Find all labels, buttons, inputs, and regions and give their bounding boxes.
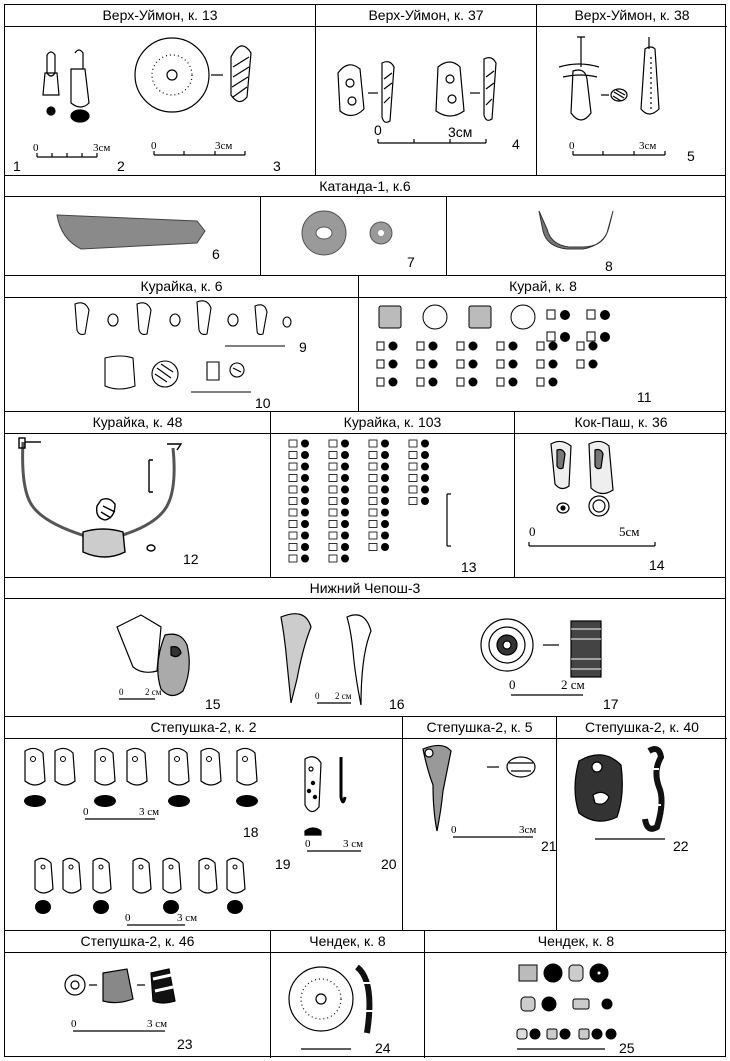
bead-drawing <box>389 360 398 369</box>
artifact-drawings <box>261 197 447 276</box>
bead-drawing <box>381 440 389 448</box>
bead-grid <box>289 440 429 563</box>
panel-title: Нижний Чепош-3 <box>309 580 421 596</box>
pendant-drawing <box>71 50 89 107</box>
bead-drawing <box>421 440 429 448</box>
bead-drawing <box>95 748 115 785</box>
bead-drawing <box>409 486 417 493</box>
panel-kuray-8 <box>359 276 727 411</box>
bead-drawing <box>341 474 349 482</box>
bead-drawing <box>301 474 309 482</box>
bead-drawing <box>389 342 398 351</box>
artifact-drawings <box>5 953 271 1058</box>
row-4 <box>5 412 725 578</box>
bead-drawing <box>329 521 337 528</box>
bead-drawing <box>69 865 73 869</box>
figure-number: 14 <box>649 557 665 573</box>
disc-drawing <box>135 38 209 112</box>
scale-zero: 0 <box>569 140 575 152</box>
disc-section <box>231 46 251 102</box>
bead-drawing <box>589 360 598 369</box>
bead-drawing <box>289 498 297 505</box>
wire-drawing <box>559 37 599 77</box>
bead-drawing <box>369 486 377 493</box>
bead-drawing <box>509 378 518 387</box>
bead-drawing <box>237 748 257 785</box>
artifact-drawings <box>425 953 727 1058</box>
bead-drawing <box>301 463 309 471</box>
panel-katanda-knife <box>5 197 261 275</box>
bead-drawing <box>537 378 544 386</box>
bead-drawing <box>301 486 309 494</box>
bead-drawing <box>369 452 377 459</box>
bead-drawing <box>577 342 584 350</box>
bead-drawing <box>207 757 212 762</box>
bead-drawing <box>289 555 297 562</box>
figure-number: 6 <box>212 246 220 262</box>
artifact-drawings <box>5 434 271 578</box>
bead-drawing <box>41 865 45 869</box>
bead-drawing <box>560 332 570 342</box>
row-6 <box>5 717 725 931</box>
bead-drawing <box>301 440 309 448</box>
figure-number: 19 <box>275 856 291 872</box>
panel-katanda-vessel <box>447 197 727 275</box>
bead-drawing <box>94 795 116 807</box>
bead-drawing <box>31 757 36 762</box>
bead-drawing <box>341 555 349 563</box>
bead-drawing <box>577 360 584 368</box>
panel-title: Степушка-2, к. 40 <box>557 717 727 739</box>
bead-drawing <box>127 748 147 785</box>
bead-drawing <box>175 757 180 762</box>
scale-zero: 0 <box>125 912 131 924</box>
panel-title: Чендек, к. 8 <box>271 931 424 953</box>
bead-drawing <box>549 342 558 351</box>
bead-drawing <box>600 310 610 320</box>
panel-title: Курайка, к. 103 <box>271 412 514 434</box>
bead-drawing <box>55 748 75 785</box>
bead-drawing <box>329 486 337 493</box>
bead-drawing <box>377 378 384 386</box>
scale-label: 3см <box>519 824 537 836</box>
bead-drawing <box>369 440 377 447</box>
bead-drawing <box>133 858 151 893</box>
bead-drawing <box>409 475 417 482</box>
pendant-row <box>24 748 258 807</box>
scale-zero: 0 <box>374 122 382 138</box>
scale-zero: 0 <box>33 142 39 154</box>
bead-drawing <box>329 532 337 539</box>
bead-drawing <box>341 509 349 517</box>
bead-drawing <box>199 858 217 893</box>
panel-title: Степушка-2, к. 2 <box>5 717 402 739</box>
bead-drawing <box>429 360 438 369</box>
bead-drawing <box>329 509 337 516</box>
bead-drawing <box>329 440 337 447</box>
bead-drawing <box>329 452 337 459</box>
figure-number: 2 <box>117 158 125 174</box>
bead-drawing <box>377 342 384 350</box>
bead-drawing <box>301 555 309 563</box>
bead-drawing <box>381 474 389 482</box>
figure-number: 13 <box>461 559 477 575</box>
panel-chendek-8b <box>425 931 727 1058</box>
bead-drawing <box>289 509 297 516</box>
bead-drawing <box>381 532 389 540</box>
bead-drawing <box>509 342 518 351</box>
bead-drawing <box>389 378 398 387</box>
panel-title: Кок-Паш, к. 36 <box>515 412 727 434</box>
bead-drawing <box>301 451 309 459</box>
bead-drawing <box>457 378 464 386</box>
bead-drawing <box>227 900 243 914</box>
bead-drawing <box>560 310 570 320</box>
figure-number: 17 <box>603 696 619 712</box>
artifact-drawings <box>271 953 425 1058</box>
pendant-section <box>382 62 394 123</box>
scale-label: 3см <box>93 142 111 154</box>
bead-drawing <box>417 378 424 386</box>
bead-drawing <box>139 865 143 869</box>
bead-drawing <box>61 757 66 762</box>
bead-drawing <box>497 378 504 386</box>
scale-label: 2 см <box>335 691 352 701</box>
panel-title: Чендек, к. 8 <box>425 931 727 953</box>
bead-drawing <box>549 360 558 369</box>
bead-drawing <box>289 532 297 539</box>
bead-drawing <box>35 858 53 893</box>
bead-drawing <box>329 544 337 551</box>
bead-drawing <box>289 475 297 482</box>
bead-drawing <box>377 360 384 368</box>
bead-drawing <box>409 463 417 470</box>
scale-zero: 0 <box>509 677 516 692</box>
pendant-drawing <box>43 52 59 95</box>
bead-drawing <box>341 543 349 551</box>
bead-drawing <box>469 378 478 387</box>
bead-drawing <box>549 378 558 387</box>
row-5-title <box>5 578 725 599</box>
bead-drawing <box>429 378 438 387</box>
bead-drawing <box>600 332 610 342</box>
bead-drawing <box>341 486 349 494</box>
figure-number: 11 <box>637 389 652 405</box>
panel-title: Верх-Уймон, к. 37 <box>316 5 536 27</box>
artifact-drawings <box>271 434 515 578</box>
panel-stepushka-46 <box>5 931 271 1058</box>
panel-title: Верх-Уймон, к. 38 <box>537 5 727 27</box>
panel-title: Степушка-2, к. 5 <box>403 717 556 739</box>
artifact-drawings <box>403 739 557 931</box>
figure-number: 4 <box>512 136 520 152</box>
bead-drawing <box>587 332 595 341</box>
pendant-section <box>484 58 496 121</box>
panel-stepushka-40 <box>557 717 727 930</box>
bead-drawing <box>469 342 478 351</box>
figure-number: 7 <box>407 254 415 270</box>
blade-drawing <box>57 215 205 249</box>
figure-number: 1 <box>13 158 21 174</box>
bead-drawing <box>341 440 349 448</box>
bead-drawing <box>236 795 258 807</box>
panel-title: Степушка-2, к. 46 <box>5 931 270 953</box>
panel-title: Катанда-1, к.6 <box>319 178 411 194</box>
artifact-drawings <box>5 599 727 717</box>
panel-katanda-beads <box>261 197 447 275</box>
bead-drawing <box>301 532 309 540</box>
bead-drawing <box>243 757 248 762</box>
vessel-drawing <box>539 211 613 249</box>
row-7 <box>5 931 725 1058</box>
bead-drawing <box>341 451 349 459</box>
bead-drawing <box>469 360 478 369</box>
panel-kurayka-6 <box>5 276 359 411</box>
scale-label: 3 см <box>147 1018 168 1030</box>
bead-drawing <box>497 342 504 350</box>
bead-drawing <box>35 900 51 914</box>
bead-drawing <box>25 748 45 785</box>
bead-drawing <box>547 310 555 319</box>
panel-verkh-uymon-37 <box>316 5 537 175</box>
bead-drawing <box>381 497 389 505</box>
bead-drawing <box>63 858 81 893</box>
panel-title: Курай, к. 8 <box>359 276 727 298</box>
bead-drawing <box>93 900 109 914</box>
panel-verkh-uymon-38 <box>537 5 727 175</box>
bead-drawing <box>369 509 377 516</box>
bead-drawing <box>133 757 138 762</box>
bead-drawing <box>289 452 297 459</box>
scale-label: 3см <box>448 124 473 140</box>
bead-drawing <box>289 463 297 470</box>
scale-label: 3 см <box>139 806 160 818</box>
bead-drawing <box>369 532 377 539</box>
bead-drawing <box>169 748 189 785</box>
row-1 <box>5 5 725 176</box>
scale-label: 3см <box>215 140 233 152</box>
figure-number: 9 <box>299 339 307 355</box>
figure-number: 23 <box>177 1036 193 1052</box>
scale-zero: 0 <box>119 687 124 697</box>
bead-drawing <box>341 532 349 540</box>
pendant-drawing <box>436 62 464 116</box>
bead-drawing <box>24 795 46 807</box>
bead-drawing <box>421 474 429 482</box>
bead-drawing <box>369 521 377 528</box>
bead-drawing <box>329 498 337 505</box>
pendant-row <box>35 858 245 914</box>
bead-drawing <box>417 342 424 350</box>
bead-drawing <box>457 360 464 368</box>
bead-drawing <box>329 555 337 562</box>
artifact-drawings <box>557 739 727 931</box>
figure-number: 22 <box>673 838 689 854</box>
row-3 <box>5 276 725 412</box>
bead-drawing <box>537 360 544 368</box>
panel-kurayka-48 <box>5 412 271 577</box>
bead-drawing <box>409 452 417 459</box>
panel-verkh-uymon-13 <box>5 5 316 175</box>
scale-label: 3 см <box>343 838 364 850</box>
scale-zero: 0 <box>529 524 536 539</box>
bead-drawing <box>289 544 297 551</box>
bead-drawing <box>589 342 598 351</box>
bead-drawing <box>168 795 190 807</box>
figure-number: 16 <box>389 696 405 712</box>
bead-drawing <box>381 509 389 517</box>
bead-drawing <box>301 509 309 517</box>
bead-drawing <box>99 865 103 869</box>
row-5 <box>5 599 725 717</box>
bead-drawing <box>369 544 377 551</box>
figure-number: 25 <box>619 1040 635 1056</box>
artifact-drawings <box>447 197 727 276</box>
bead-drawing <box>421 463 429 471</box>
artifact-drawings <box>359 298 727 412</box>
bead-drawing <box>93 858 111 893</box>
bead-drawing <box>227 858 245 893</box>
figure-number: 10 <box>255 395 271 411</box>
bead-drawing <box>289 486 297 493</box>
pendant-drawing <box>338 65 364 116</box>
bead-drawing <box>497 360 504 368</box>
scale-label: 3см <box>639 140 657 152</box>
scale-zero: 0 <box>71 1018 77 1030</box>
bead-drawing <box>381 451 389 459</box>
bead-drawing <box>429 342 438 351</box>
small-bead-set <box>377 310 610 387</box>
artifact-drawings <box>515 434 727 578</box>
artifact-drawings <box>5 298 359 412</box>
bead-drawing <box>205 865 209 869</box>
bead-drawing <box>301 543 309 551</box>
figure-number: 12 <box>183 551 199 567</box>
pendant-drawing <box>571 70 591 120</box>
panel-kok-pash-36 <box>515 412 727 577</box>
bead-drawing <box>301 497 309 505</box>
bead-drawing <box>341 520 349 528</box>
bead-drawing <box>289 521 297 528</box>
bead-drawing <box>329 463 337 470</box>
panel-kurayka-103 <box>271 412 515 577</box>
bead-drawing <box>341 463 349 471</box>
figure-number: 3 <box>273 158 281 174</box>
bead-drawing <box>369 475 377 482</box>
bead-drawing <box>169 865 173 869</box>
panel-chendek-8a <box>271 931 425 1058</box>
scale-zero: 0 <box>305 838 311 850</box>
pendant-side <box>641 37 659 114</box>
panel-stepushka-5 <box>403 717 557 930</box>
row-2-title <box>5 176 725 197</box>
bead-drawing <box>409 440 417 447</box>
scale-label: 2 см <box>561 677 585 692</box>
artifact-drawings <box>537 27 727 175</box>
figure-number: 15 <box>205 696 221 712</box>
bead-drawing <box>101 757 106 762</box>
figure-number: 24 <box>375 1040 391 1056</box>
panel-title: Курайка, к. 48 <box>5 412 270 434</box>
artifact-drawings <box>5 197 261 276</box>
bead-drawing <box>369 498 377 505</box>
bead-drawing <box>421 486 429 494</box>
bead-drawing <box>381 543 389 551</box>
bead-drawing <box>341 497 349 505</box>
figure-number: 21 <box>541 838 557 854</box>
artifact-drawings <box>316 27 537 175</box>
bead-drawing <box>381 520 389 528</box>
bead-drawing <box>421 497 429 505</box>
scale-label: 3 см <box>177 912 198 924</box>
bead-drawing <box>381 486 389 494</box>
bead-drawing <box>587 310 595 319</box>
scale-zero: 0 <box>83 806 89 818</box>
bead-drawing <box>547 332 555 341</box>
scale-zero: 0 <box>315 691 320 701</box>
figure-number: 20 <box>381 856 397 872</box>
bead-drawing <box>163 858 181 893</box>
figure-number: 8 <box>605 258 613 274</box>
scale-label: 5см <box>619 524 640 539</box>
row-2 <box>5 197 725 276</box>
bead-drawing <box>457 342 464 350</box>
scale-zero: 0 <box>451 824 457 836</box>
bead-drawing <box>421 451 429 459</box>
scale-zero: 0 <box>151 140 157 152</box>
scale-label: 2 см <box>145 687 162 697</box>
bead-drawing <box>201 748 221 785</box>
panel-title: Курайка, к. 6 <box>5 276 358 298</box>
panel-title: Верх-Уймон, к. 13 <box>5 5 315 27</box>
bead-drawing <box>369 463 377 470</box>
bead-drawing <box>417 360 424 368</box>
bead-drawing <box>289 440 297 447</box>
bead-drawing <box>409 498 417 505</box>
panel-stepushka-2 <box>5 717 403 930</box>
bead-drawing <box>509 360 518 369</box>
bead-drawing <box>233 865 237 869</box>
figure-number: 5 <box>687 148 695 164</box>
bead-drawing <box>301 520 309 528</box>
artifact-drawings <box>5 739 403 931</box>
bead-drawing <box>329 475 337 482</box>
figure-plate <box>4 4 726 1057</box>
artifact-drawings <box>5 27 316 175</box>
bead-drawing <box>537 342 544 350</box>
bead-drawing <box>381 463 389 471</box>
figure-number: 18 <box>243 824 259 840</box>
